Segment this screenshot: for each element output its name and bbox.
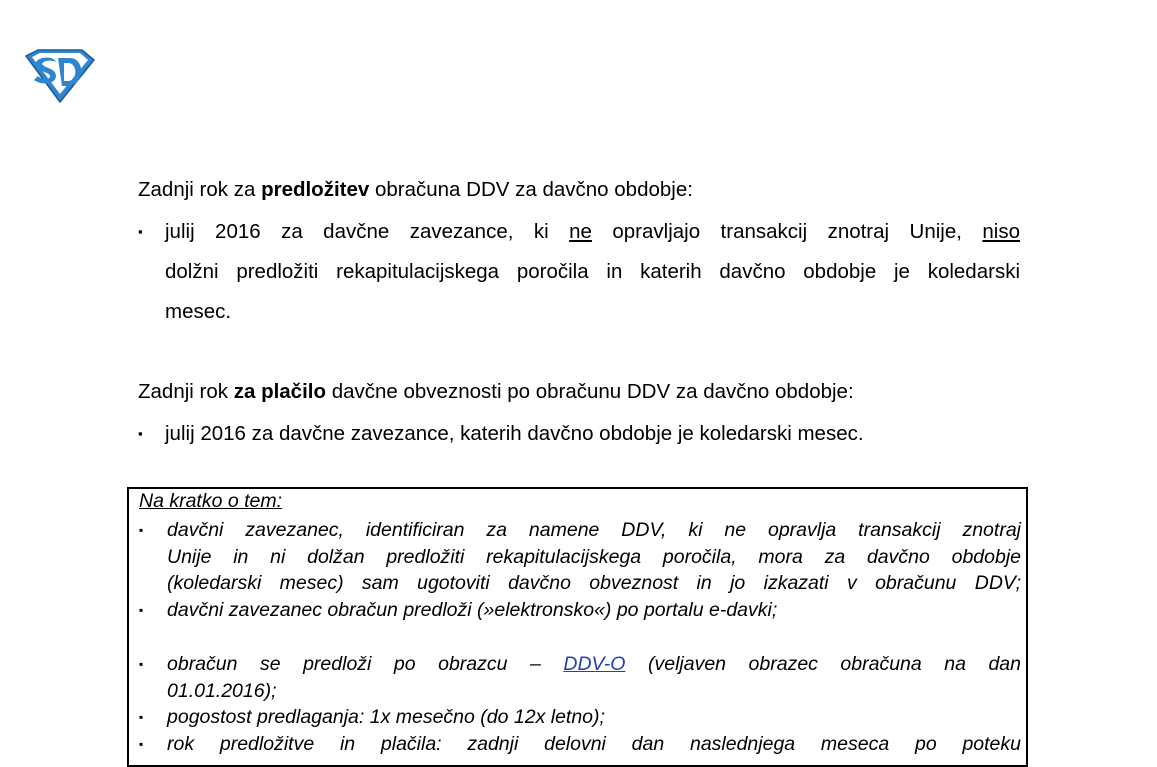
ddv-o-form-link[interactable]: DDV-O	[563, 653, 626, 675]
list-item: ▪ obračun se predloži po obrazcu – DDV-O (veljaven obrazec obračuna na dan 01.01.2016);	[139, 653, 1021, 702]
list-item: ▪ davčni zavezanec, identificiran za namene DDV, ki ne opravlja transakcij znotraj Unije in ni dolžan predložiti rekapitulacijskega poročila, mora za davčno obdobje (koledarski mesec) sam ugotoviti davčno obveznost in jo izkazati v obračunu DDV;	[139, 519, 1021, 594]
list-item: ▪ pogostost predlaganja: 1x mesečno (do 12x letno);	[139, 706, 605, 728]
deadline-submission-intro: Zadnji rok za predložitev obračuna DDV za davčno obdobje:	[138, 178, 693, 201]
list-item: ▪ julij 2016 za davčne zavezance, katerih davčno obdobje je koledarski mesec.	[138, 422, 864, 445]
list-item: ▪ rok predložitve in plačila: zadnji delovni dan naslednjega meseca po poteku	[139, 733, 1021, 755]
list-item: ▪ davčni zavezanec obračun predloži (»elektronsko«) po portalu e-davki;	[139, 599, 778, 621]
deadline-payment-intro: Zadnji rok za plačilo davčne obveznosti po obračunu DDV za davčno obdobje:	[138, 380, 854, 403]
summary-box	[127, 487, 1028, 767]
list-item: ▪ julij 2016 za davčne zavezance, ki ne opravljajo transakcij znotraj Unije, niso dolžni predložiti rekapitulacijskega poročila in katerih davčno obdobje je koledarski mesec.	[138, 220, 1020, 323]
company-logo	[22, 48, 96, 104]
summary-title: Na kratko o tem:	[139, 490, 283, 512]
